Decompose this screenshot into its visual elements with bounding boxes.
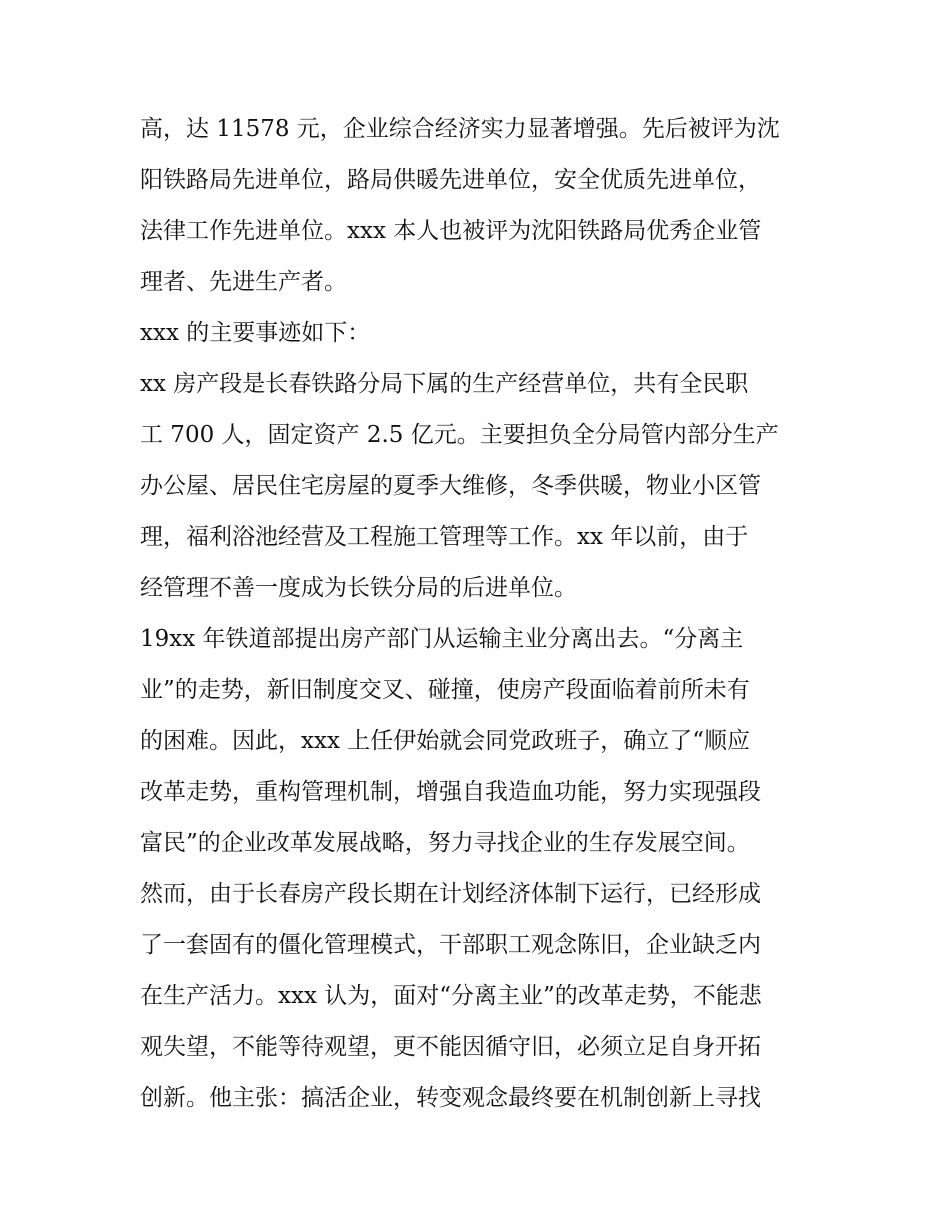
text-line: 工 700 人，固定资产 2.5 亿元。主要担负全分局管内部分生产: [140, 422, 779, 448]
text-line: 改革走势，重构管理机制，增强自我造血功能，努力实现强段: [140, 779, 761, 805]
text-line: 了一套固有的僵化管理模式，干部职工观念陈旧，企业缺乏内: [140, 932, 761, 958]
text-line: 业”的走势，新旧制度交叉、碰撞，使房产段面临着前所未有: [140, 677, 750, 703]
text-line: xx 房产段是长春铁路分局下属的生产经营单位，共有全民职: [140, 371, 749, 397]
text-line: 观失望，不能等待观望，更不能因循守旧，必须立足自身开拓: [140, 1034, 761, 1060]
text-line: 然而，由于长春房产段长期在计划经济体制下运行，已经形成: [140, 881, 761, 907]
text-line: 理，福利浴池经营及工程施工管理等工作。xx 年以前，由于: [140, 524, 749, 550]
text-line: 经管理不善一度成为长铁分局的后进单位。: [140, 575, 577, 601]
text-line: 理者、先进生产者。: [140, 269, 347, 295]
text-line: 在生产活力。xxx 认为，面对“分离主业”的改革走势，不能悲: [140, 983, 762, 1009]
text-line: 创新。他主张：搞活企业，转变观念最终要在机制创新上寻找: [140, 1085, 761, 1111]
text-line: 法律工作先进单位。xxx 本人也被评为沈阳铁路局优秀企业管: [140, 218, 762, 244]
text-line: 高，达 11578 元，企业综合经济实力显著增强。先后被评为沈: [140, 116, 780, 142]
document-body: [140, 104, 820, 1124]
text-line: 富民”的企业改革发展战略，努力寻找企业的生存发展空间。: [140, 830, 750, 856]
text-line: 办公屋、居民住宅房屋的夏季大维修，冬季供暖，物业小区管: [140, 473, 761, 499]
text-line: xxx 的主要事迹如下：: [140, 320, 371, 346]
text-line: 的困难。因此，xxx 上任伊始就会同党政班子，确立了“顺应: [140, 728, 750, 754]
text-line: 阳铁路局先进单位，路局供暖先进单位，安全优质先进单位，: [140, 167, 761, 193]
text-line: 19xx 年铁道部提出房产部门从运输主业分离出去。“分离主: [140, 626, 744, 652]
